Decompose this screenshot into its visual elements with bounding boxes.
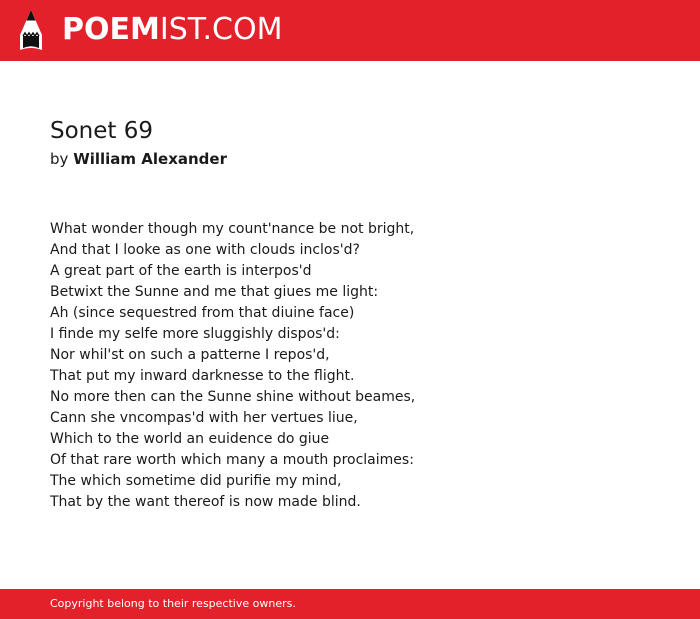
poem-line: That by the want thereof is now made blind. (50, 494, 361, 510)
logo-bold-text: POEM (62, 12, 160, 47)
site-footer (0, 589, 700, 619)
poem-line: Betwixt the Sunne and me that giues me light: (50, 284, 379, 300)
copyright-text: Copyright belong to their respective owners. (50, 597, 296, 610)
poem-line: Nor whil'st on such a patterne I repos'd, (50, 347, 330, 363)
poem-line: Of that rare worth which many a mouth proclaimes: (50, 452, 414, 468)
pencil-tip-icon (18, 9, 44, 52)
site-logo[interactable] (62, 12, 282, 48)
author-name: William Alexander (73, 150, 227, 168)
logo-light-text: IST.COM (159, 12, 283, 47)
poem-line: What wonder though my count'nance be not bright, (50, 221, 415, 237)
poem-line: The which sometime did purifie my mind, (50, 473, 342, 489)
by-label: by (50, 150, 69, 168)
poem-line: Ah (since sequestred from that diuine face) (50, 305, 355, 321)
poem-body (50, 219, 670, 513)
poem-line: That put my inward darknesse to the flight. (50, 368, 355, 384)
poem-line: And that I looke as one with clouds inclos'd? (50, 242, 360, 258)
poem-line: Cann she vncompas'd with her vertues liue, (50, 410, 358, 426)
site-header (0, 0, 700, 61)
poem-line: No more then can the Sunne shine without beames, (50, 389, 416, 405)
poem-title: Sonet 69 (50, 118, 153, 144)
poem-line: A great part of the earth is interpos'd (50, 263, 312, 279)
poem-line: Which to the world an euidence do giue (50, 431, 330, 447)
byline (50, 149, 227, 169)
poem-line: I finde my selfe more sluggishly dispos'd: (50, 326, 340, 342)
